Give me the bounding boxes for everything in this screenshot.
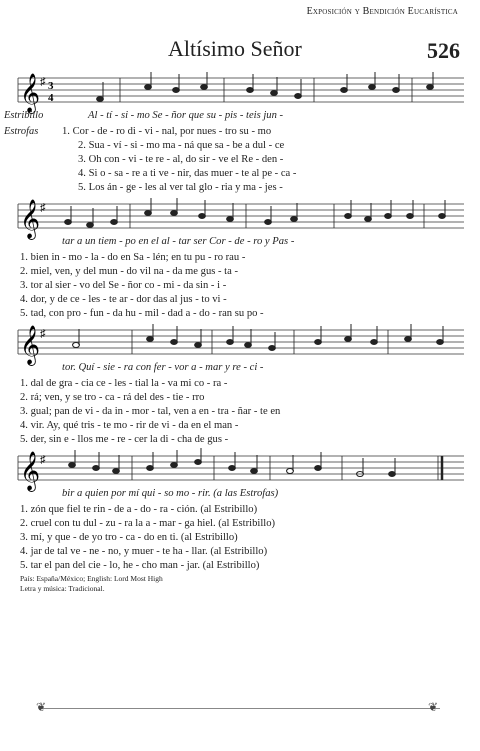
verse-line-3-4: 4. vir. Ay, qué tris - te mo - rir de vi - da en el man - (20, 420, 239, 431)
hymn-title: Altísimo Señor (168, 36, 302, 61)
verse-line-3-3: 3. gual; pan de vi - da in - mor - tal, ven a en - tra - ñar - te en (20, 406, 281, 417)
estrofas-label: Estrofas (4, 126, 39, 137)
verse-line-4-3: 3. mí, y que - de yo tro - ca - do en ti. (al Estribillo) (20, 532, 238, 543)
svg-text:♯: ♯ (40, 454, 46, 466)
verse-line-3-5: 5. der, sin e - llos me - re - cer la di - cha de gus - (20, 434, 229, 445)
svg-text:𝄞: 𝄞 (20, 451, 41, 491)
right-ornament-icon: ❦ (428, 700, 439, 714)
verse-line-2-4: 4. dor, y de ce - les - te ar - dor das al jus - to vi - (20, 294, 227, 305)
svg-text:𝄞: 𝄞 (20, 325, 41, 365)
estribillo-label: Estribillo (4, 110, 44, 121)
refrain-line-3: tor. Quí - sie - ra con fer - vor a - mar y re - ci - (62, 362, 264, 373)
svg-text:4: 4 (48, 92, 54, 104)
verse-line-2-5: 5. tad, con pro - fun - da hu - mil - dad a - do - ran su po - (20, 308, 264, 319)
verse-line-2-2: 2. miel, ven, y del mun - do vil na - da me gus - ta - (20, 266, 239, 277)
verse-line-4-1: 1. zón que fiel te rin - de a - do - ra - ción. (al Estribillo) (20, 504, 258, 515)
verse-line-4-4: 4. jar de tal ve - ne - no, y muer - te ha - llar. (al Estribillo) (20, 546, 268, 557)
verse-line-3-2: 2. rá; ven, y se tro - ca - rá del des - tie - rro (20, 392, 205, 403)
verse-line-1-5: 5. Los án - ge - les al ver tal glo - ria y ma - jes - (78, 182, 283, 193)
verse-line-3-1: 1. dal de gra - cia ce - les - tial la - va mi co - ra - (20, 378, 228, 389)
svg-text:♯: ♯ (40, 202, 46, 214)
footer-credits-line-2: Letra y música: Tradicional. (20, 584, 105, 593)
refrain-line-4: bir a quien por mí qui - so mo - rir. (a las Estrofas) (62, 488, 279, 499)
verse-line-1-2: 2. Sua - ví - si - mo ma - ná que sa - be a dul - ce (78, 140, 285, 151)
svg-text:♯: ♯ (40, 328, 46, 340)
verse-line-2-1: 1. bien in - mo - la - do en Sa - lén; en tu pu - ro rau - (20, 252, 246, 263)
verse-line-1-4: 4. Si o - sa - re a ti ve - nir, das muer - te al pe - ca - (78, 168, 297, 179)
verse-line-4-5: 5. tar el pan del cie - lo, he - cho man - jar. (al Estribillo) (20, 560, 260, 571)
hymn-number: 526 (427, 38, 460, 63)
refrain-line-1: Al - tí - si - mo Se - ñor que su - pis - teis jun - (88, 110, 284, 121)
footer-credits-line-1: País: España/México; English: Lord Most High (20, 574, 163, 583)
refrain-line-2: tar a un tiem - po en el al - tar ser Cor - de - ro y Pas - (62, 236, 295, 247)
verse-line-2-3: 3. tor al sier - vo del Se - ñor co - mi - da sin - i - (20, 280, 227, 291)
svg-text:3: 3 (48, 80, 54, 92)
verse-line-4-2: 2. cruel con tu dul - zu - ra la a - mar - ga hiel. (al Estribillo) (20, 518, 276, 529)
section-header: Exposición y Bendición Eucarística (306, 6, 458, 17)
svg-text:♯: ♯ (40, 76, 46, 88)
verse-line-1-1: 1. Cor - de - ro di - vi - nal, por nues - tro su - mo (62, 126, 272, 137)
left-ornament-icon: ❦ (36, 700, 47, 714)
verse-line-1-3: 3. Oh con - vi - te re - al, do sir - ve el Re - den - (78, 154, 284, 165)
svg-text:𝄞: 𝄞 (20, 199, 41, 239)
footer-rule (40, 708, 440, 709)
svg-text:𝄞: 𝄞 (20, 73, 41, 113)
